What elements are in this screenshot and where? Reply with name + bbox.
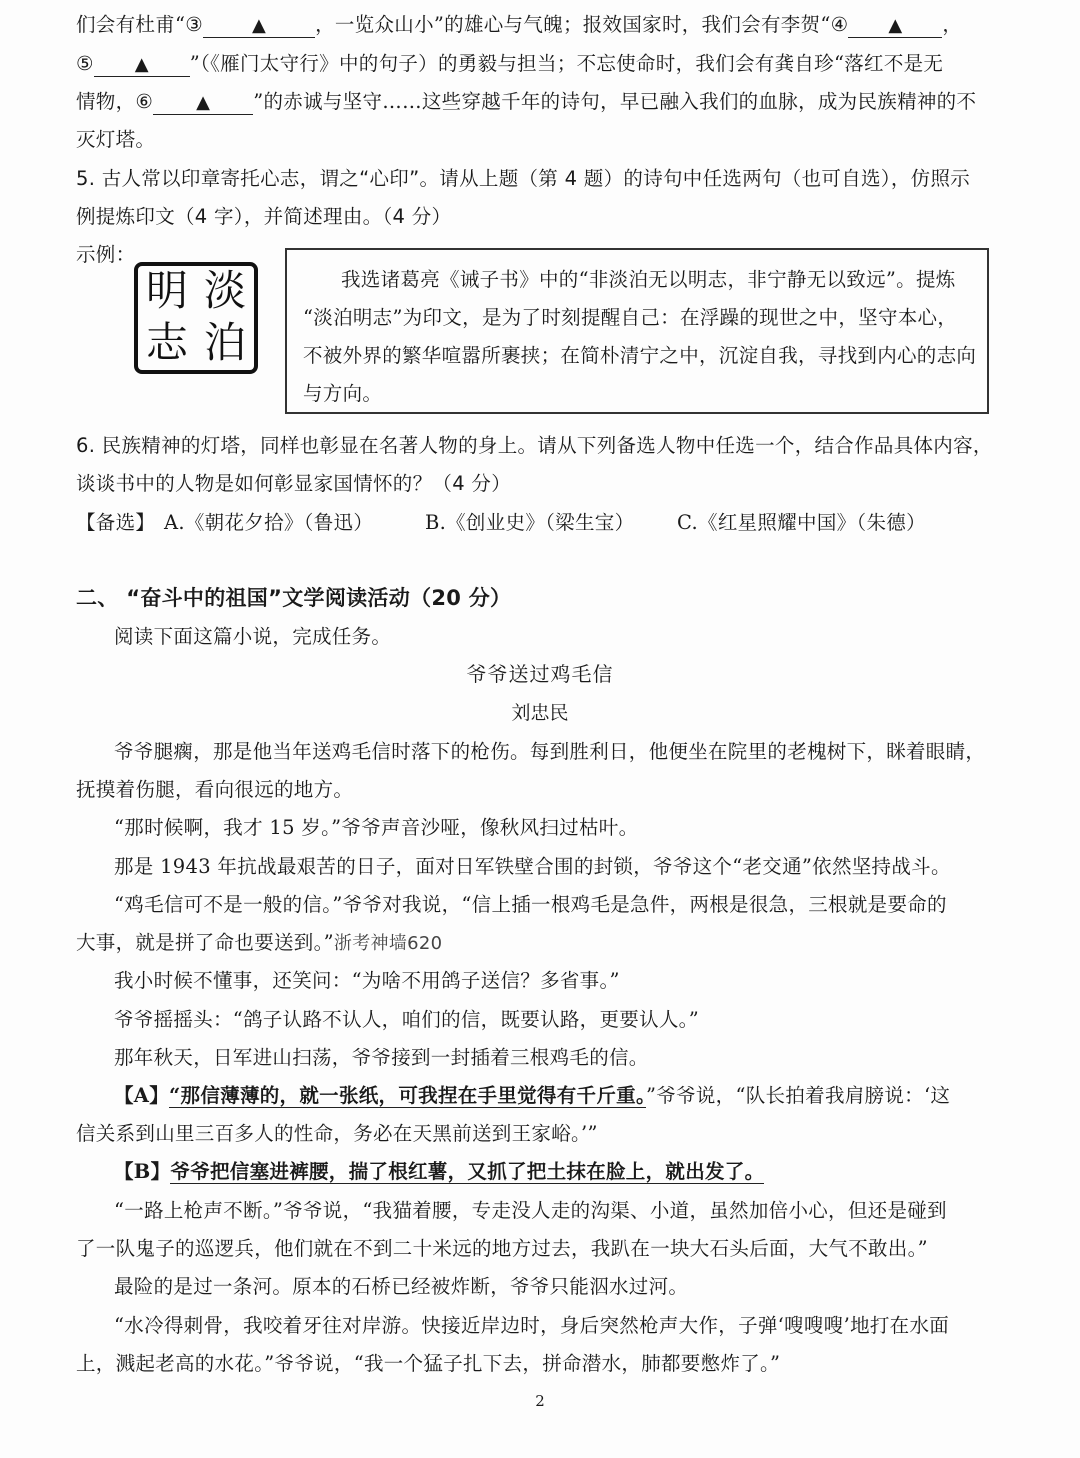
story-paragraph-10-line-1: “水冷得刺骨，我咬着牙往对岸游。快接近岸边时，身后突然枪声大作，子弹‘嗖嗖嗖’地打在水面 [114,1314,950,1337]
blank-5: ▲ [94,53,190,77]
q6-option-a: A.《朝花夕拾》（鲁迅） [164,511,374,534]
story-paragraph-a-line-1: 【A】“那信薄薄的，就一张纸，可我捏在手里觉得有千斤重。”爷爷说，“队长拍着我肩膀说：‘这 [114,1084,951,1107]
example-line: “淡泊明志”为印文，是为了时刻提醒自己：在浮躁的现世之中，坚守本心， [303,306,958,329]
seal-char: 明 [145,266,188,315]
story-paragraph-3: 那是 1943 年抗战最艰苦的日子，面对日军铁壁合围的封锁，爷爷这个“老交通”依然坚持战斗。 [114,855,951,878]
q5-prompt-1: 5. 古人常以印章寄托心志，谓之“心印”。请从上题（第 4 题）的诗句中任选两句（也可自选），仿照示 [76,167,971,190]
story-paragraph-1-line-1: 爷爷腿瘸，那是他当年送鸡毛信时落下的枪伤。每到胜利日，他便坐在院里的老槐树下，眯着眼睛， [114,740,986,763]
marker-b: 【B】 [114,1160,171,1183]
section-2-title: 二、 “奋斗中的祖国”文学阅读活动（20 分） [76,586,512,610]
marker-a: 【A】 [114,1084,170,1107]
q4-line-2: ⑤ ▲ ”（《雁门太守行》中的句子）的勇毅与担当；不忘使命时，我们会有龚自珍“落红不是无 [76,52,944,75]
q6-prompt-1: 6. 民族精神的灯塔，同样也彰显在名著人物的身上。请从下列备选人物中任选一个，结合作品具体内容， [76,434,993,457]
story-title: 爷爷送过鸡毛信 [466,662,614,686]
story-author: 刘忠民 [511,702,569,724]
example-line: 我选诸葛亮《诫子书》中的“非淡泊无以明志，非宁静无以致远”。提炼 [341,268,956,291]
story-paragraph-a-line-2: 信关系到山里三百多人的性命，务必在天黑前送到王家峪。’” [76,1122,598,1145]
example-line: 不被外界的繁华喧嚣所裹挟；在简朴清宁之中，沉淀自我，寻找到内心的志向 [303,344,977,367]
story-paragraph-1-line-2: 抚摸着伤腿，看向很远的地方。 [76,778,354,801]
blank-4: ▲ [848,14,942,38]
example-label: 示例： [76,243,136,266]
story-paragraph-8-line-2: 了一队鬼子的巡逻兵，他们就在不到二十米远的地方过去，我趴在一块大石头后面，大气不敢出。” [76,1237,928,1260]
q4-line-3: 情物，⑥ ▲ ”的赤诚与坚守……这些穿越千年的诗句，早已融入我们的血脉，成为民族精神的不 [76,90,977,113]
page-number: 2 [535,1392,545,1410]
underlined-sentence-b: 爷爷把信塞进裤腰，揣了根红薯，又抓了把土抹在脸上，就出发了。 [170,1160,765,1183]
story-paragraph-9: 最险的是过一条河。原本的石桥已经被炸断，爷爷只能泅水过河。 [114,1275,689,1298]
q6-option-b: B.《创业史》（梁生宝） [425,511,635,534]
seal-stamp-image [134,262,258,374]
story-paragraph-4-line-1: “鸡毛信可不是一般的信。”爷爷对我说，“信上插一根鸡毛是急件，两根是很急，三根就是要命的 [114,893,947,916]
section-2-instruction: 阅读下面这篇小说，完成任务。 [114,625,392,648]
blank-6-number: ⑥ [135,90,154,113]
story-paragraph-6: 爷爷摇摇头：“鸽子认路不认人，咱们的信，既要认路，更要认人。” [114,1008,699,1031]
q6-options-label: 【备选】 [76,511,156,534]
seal-char: 志 [145,318,188,367]
example-line: 与方向。 [303,382,383,405]
seal-char: 泊 [203,318,246,367]
watermark-text: 浙考神墙620 [333,933,443,954]
blank-3-number: ③ [185,13,204,36]
story-paragraph-10-line-2: 上，溅起老高的水花。”爷爷说，“我一个猛子扎下去，拼命潜水，肺都要憋炸了。” [76,1352,781,1375]
q4-line-1: 们会有杜甫“③ ▲ ，一览众山小”的雄心与气魄；报效国家时，我们会有李贺“④ ▲ ， [76,13,963,36]
blank-6: ▲ [153,91,253,115]
blank-3: ▲ [203,14,315,38]
blank-5-number: ⑤ [76,52,94,75]
q6-option-c: C.《红星照耀中国》（朱德） [677,511,926,534]
story-paragraph-8-line-1: “一路上枪声不断。”爷爷说，“我猫着腰，专走没人走的沟渠、小道，虽然加倍小心，但还是碰到 [114,1199,947,1222]
q5-prompt-2: 例提炼印文（4 字），并简述理由。（4 分） [76,205,452,228]
q6-prompt-2: 谈谈书中的人物是如何彰显家国情怀的？（4 分） [76,472,512,495]
story-paragraph-4-line-2: 大事，就是拼了命也要送到。”浙考神墙620 [76,931,443,954]
story-paragraph-b [114,1160,764,1184]
underlined-sentence-a: “那信薄薄的，就一张纸，可我捏在手里觉得有千斤重。 [169,1084,646,1107]
q4-line-4: 灭灯塔。 [76,128,156,151]
story-paragraph-7: 那年秋天，日军进山扫荡，爷爷接到一封插着三根鸡毛的信。 [114,1046,649,1069]
seal-char: 淡 [203,266,246,315]
story-paragraph-5: 我小时候不懂事，还笑问：“为啥不用鸽子送信？多省事。” [114,969,620,992]
blank-4-number: ④ [830,13,849,36]
story-paragraph-2: “那时候啊，我才 15 岁。”爷爷声音沙哑，像秋风扫过枯叶。 [114,816,639,839]
